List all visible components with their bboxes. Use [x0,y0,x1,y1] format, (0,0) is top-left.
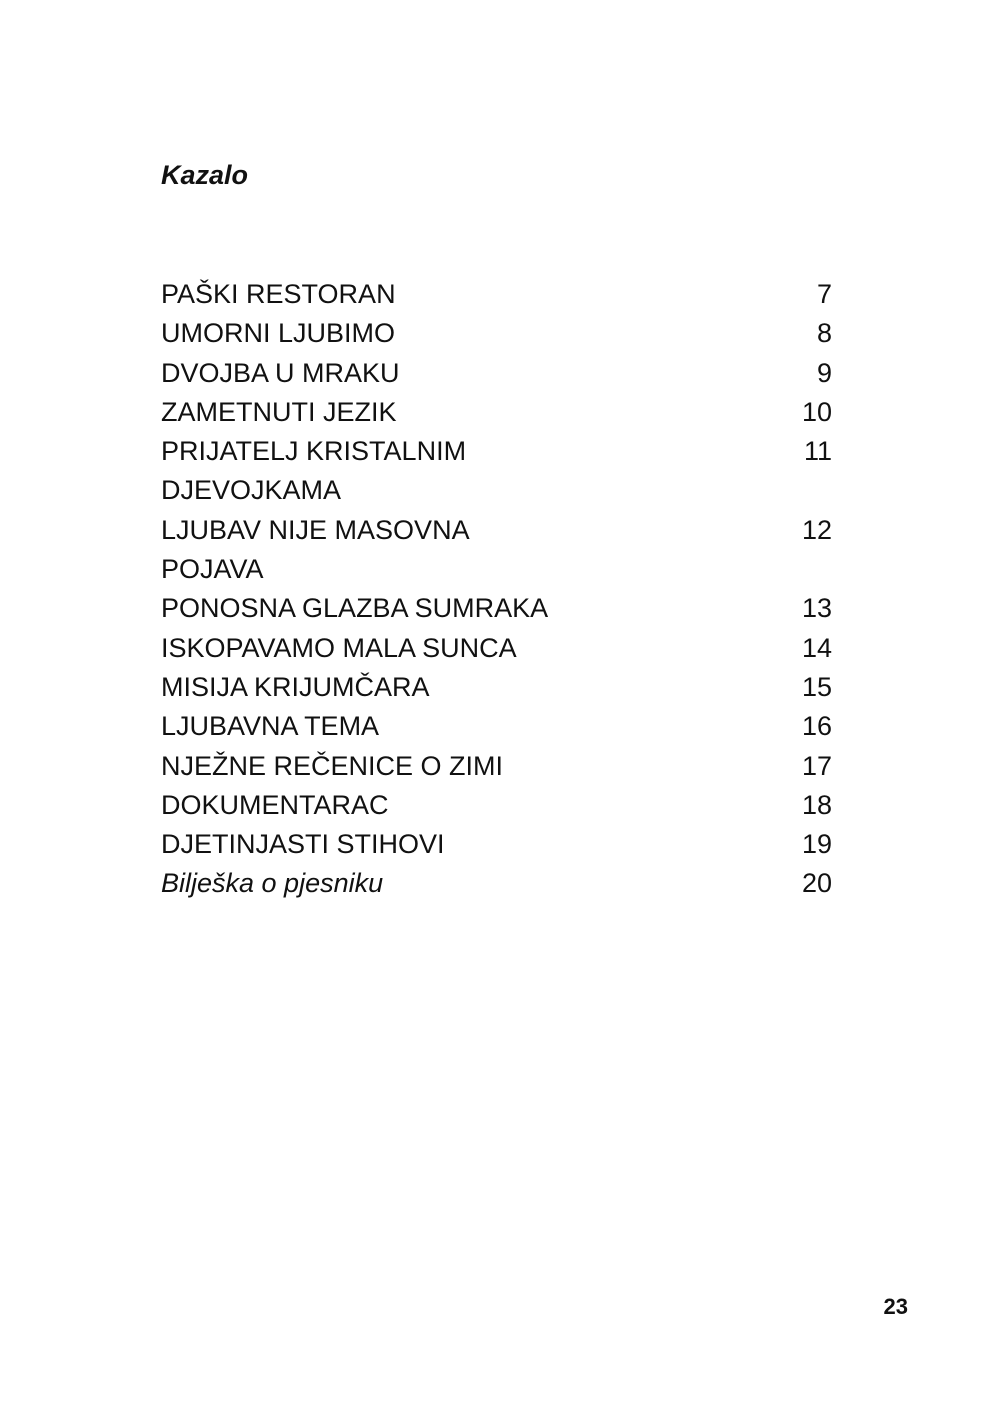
toc-entry-title: Bilješka o pjesniku [161,868,384,899]
toc-entry-page: 18 [801,789,832,820]
toc-entry-page: 10 [801,396,832,427]
toc-entry-page: 11 [803,436,832,467]
toc-entry-title: MISIJA KRIJUMČARA [161,671,430,702]
toc-entry [161,354,832,393]
toc-entry-page: 7 [816,279,832,309]
toc-entry-title: DVOJBA U MRAKU [161,357,400,388]
toc-entry-title: LJUBAVNA TEMA [161,711,380,742]
page-number: 23 [883,1294,908,1319]
toc-entry-author-note [161,864,832,903]
toc-entry-page: 9 [816,357,832,388]
toc-entry-title: PAŠKI RESTORAN [161,279,396,309]
toc-entry-title: ISKOPAVAMO MALA SUNCA [161,632,517,663]
toc-entry [161,629,832,668]
toc-entry-page: 17 [801,750,832,781]
toc-entry-title: DOKUMENTARAC [161,789,389,820]
toc-entry-title: ZAMETNUTI JEZIK [161,396,397,427]
toc-entry-title: LJUBAV NIJE MASOVNA POJAVA [161,514,469,585]
toc-entry-page: 14 [801,632,832,663]
toc-entry-page: 8 [816,318,832,349]
toc-entry [161,275,832,314]
toc-entry-title: DJETINJASTI STIHOVI [161,829,445,860]
toc-entry [161,432,832,511]
toc-entry [161,747,832,786]
toc-entry-page: 19 [801,829,832,860]
table-of-contents [161,275,832,904]
toc-entry [161,825,832,864]
toc-entry [161,668,832,707]
toc-entry-page: 12 [801,514,832,545]
toc-entry [161,393,832,432]
toc-entry [161,786,832,825]
toc-entry [161,511,832,590]
toc-entry-page: 15 [801,671,832,702]
toc-entry [161,589,832,628]
toc-entry-page: 16 [801,711,832,742]
toc-entry-title: PRIJATELJ KRISTALNIM DJEVOJKAMA [161,436,467,506]
toc-entry-page: 13 [801,593,832,624]
toc-entry-title: NJEŽNE REČENICE O ZIMI [161,750,504,781]
toc-entry-page: 20 [801,868,832,899]
page-title: Kazalo [161,160,249,190]
toc-entry-title: UMORNI LJUBIMO [161,318,396,349]
toc-entry [161,707,832,746]
toc-entry-title: PONOSNA GLAZBA SUMRAKA [161,593,549,624]
toc-entry [161,314,832,353]
